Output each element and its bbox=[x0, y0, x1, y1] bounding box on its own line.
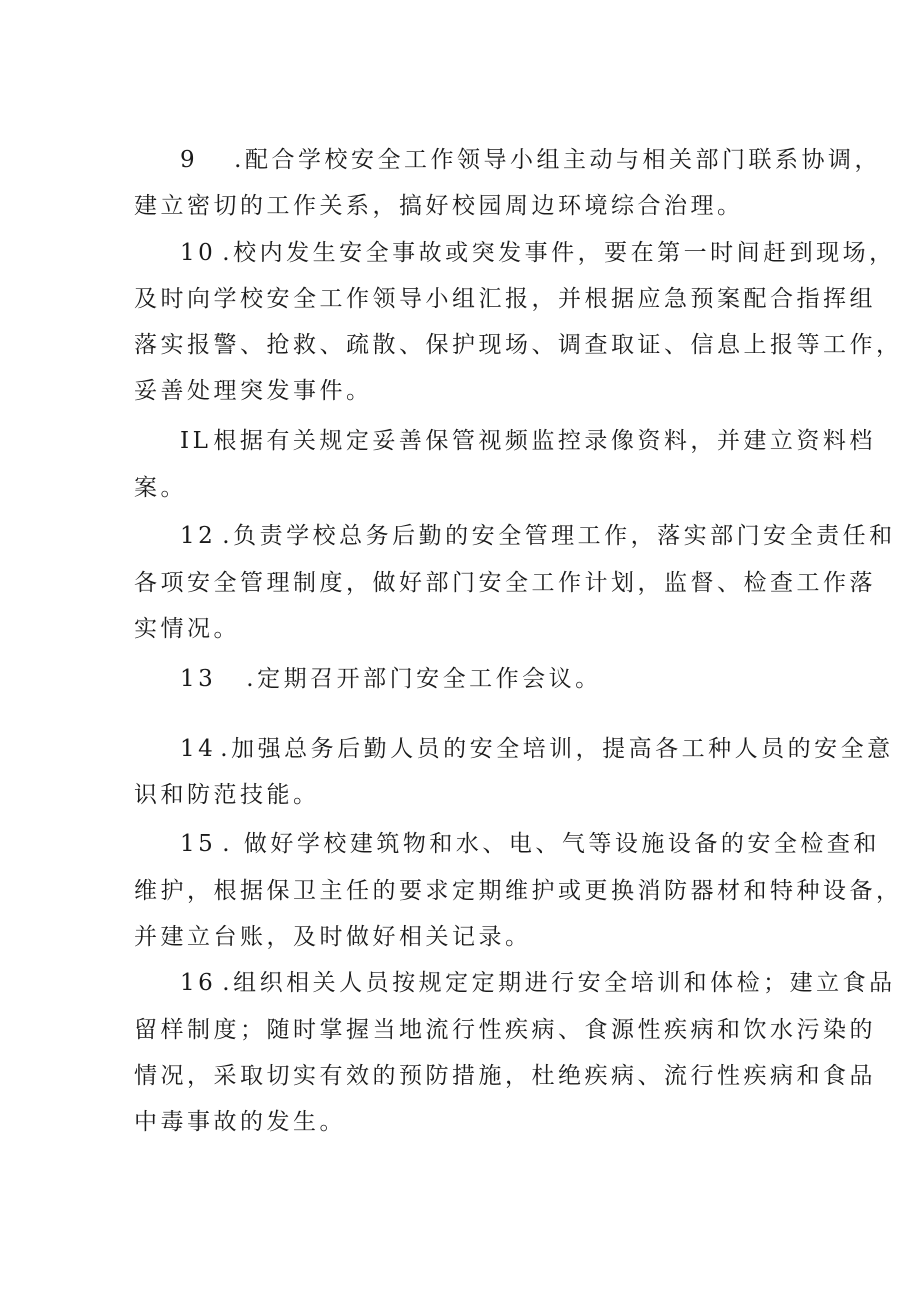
item-16-line-2 bbox=[134, 1015, 876, 1045]
item-10-line-3 bbox=[134, 330, 903, 360]
item-text: .校内发生安全事故或突发事件，要在第一时间赶到现场， bbox=[222, 240, 896, 266]
item-9-line-2 bbox=[134, 191, 744, 221]
item-12-line-2 bbox=[134, 568, 876, 598]
item-text: 识和防范技能。 bbox=[134, 782, 320, 808]
item-15-line-2 bbox=[134, 876, 903, 906]
item-text: 落实报警、抢救、疏散、保护现场、调查取证、信息上报等工作， bbox=[134, 332, 903, 358]
item-number: 14 bbox=[180, 736, 217, 762]
item-text: 各项安全管理制度，做好部门安全工作计划，监督、检查工作落 bbox=[134, 570, 876, 596]
item-text: .定期召开部门安全工作会议。 bbox=[246, 666, 602, 692]
item-number: IL bbox=[180, 428, 212, 454]
item-number: 16 bbox=[180, 970, 217, 996]
item-number: 13 bbox=[180, 666, 217, 692]
item-15-line-3 bbox=[134, 922, 532, 952]
item-text: 情况，采取切实有效的预防措施，杜绝疾病、流行性疾病和食品 bbox=[134, 1063, 876, 1089]
item-14-line-1 bbox=[180, 734, 894, 764]
item-16-line-1 bbox=[180, 968, 896, 998]
item-text: .加强总务后勤人员的安全培训，提高各工种人员的安全意 bbox=[220, 736, 894, 762]
item-text: 维护，根据保卫主任的要求定期维护或更换消防器材和特种设备， bbox=[134, 878, 903, 904]
item-11-line-1 bbox=[180, 426, 876, 456]
item-10-line-1 bbox=[180, 238, 896, 268]
item-text: 实情况。 bbox=[134, 616, 240, 642]
item-text: 留样制度；随时掌握当地流行性疾病、食源性疾病和饮水污染的 bbox=[134, 1017, 876, 1043]
item-16-line-4 bbox=[134, 1107, 346, 1137]
item-text: 及时向学校安全工作领导小组汇报，并根据应急预案配合指挥组 bbox=[134, 286, 876, 312]
item-14-line-2 bbox=[134, 780, 320, 810]
item-number: 9 bbox=[180, 147, 199, 173]
item-text: 妥善处理突发事件。 bbox=[134, 378, 373, 404]
item-11-line-2 bbox=[134, 473, 187, 503]
item-9-line-1 bbox=[180, 145, 881, 175]
item-text: .组织相关人员按规定定期进行安全培训和体检；建立食品 bbox=[222, 970, 896, 996]
item-text: .配合学校安全工作领导小组主动与相关部门联系协调， bbox=[234, 147, 881, 173]
item-number: 10 bbox=[180, 240, 217, 266]
item-number: 12 bbox=[180, 523, 217, 549]
item-12-line-3 bbox=[134, 614, 240, 644]
item-16-line-3 bbox=[134, 1061, 876, 1091]
item-text: .负责学校总务后勤的安全管理工作，落实部门安全责任和 bbox=[222, 523, 896, 549]
item-10-line-4 bbox=[134, 376, 373, 406]
item-text: . 做好学校建筑物和水、电、气等设施设备的安全检查和 bbox=[222, 831, 880, 857]
item-text: 案。 bbox=[134, 475, 187, 501]
item-text: 中毒事故的发生。 bbox=[134, 1109, 346, 1135]
item-10-line-2 bbox=[134, 284, 876, 314]
item-number: 15 bbox=[180, 831, 217, 857]
item-12-line-1 bbox=[180, 521, 896, 551]
item-text: 并建立台账，及时做好相关记录。 bbox=[134, 924, 532, 950]
item-13-line-1 bbox=[180, 664, 602, 694]
item-15-line-1 bbox=[180, 829, 880, 859]
item-text: 建立密切的工作关系，搞好校园周边环境综合治理。 bbox=[134, 193, 744, 219]
item-text: 根据有关规定妥善保管视频监控录像资料，并建立资料档 bbox=[213, 428, 876, 454]
